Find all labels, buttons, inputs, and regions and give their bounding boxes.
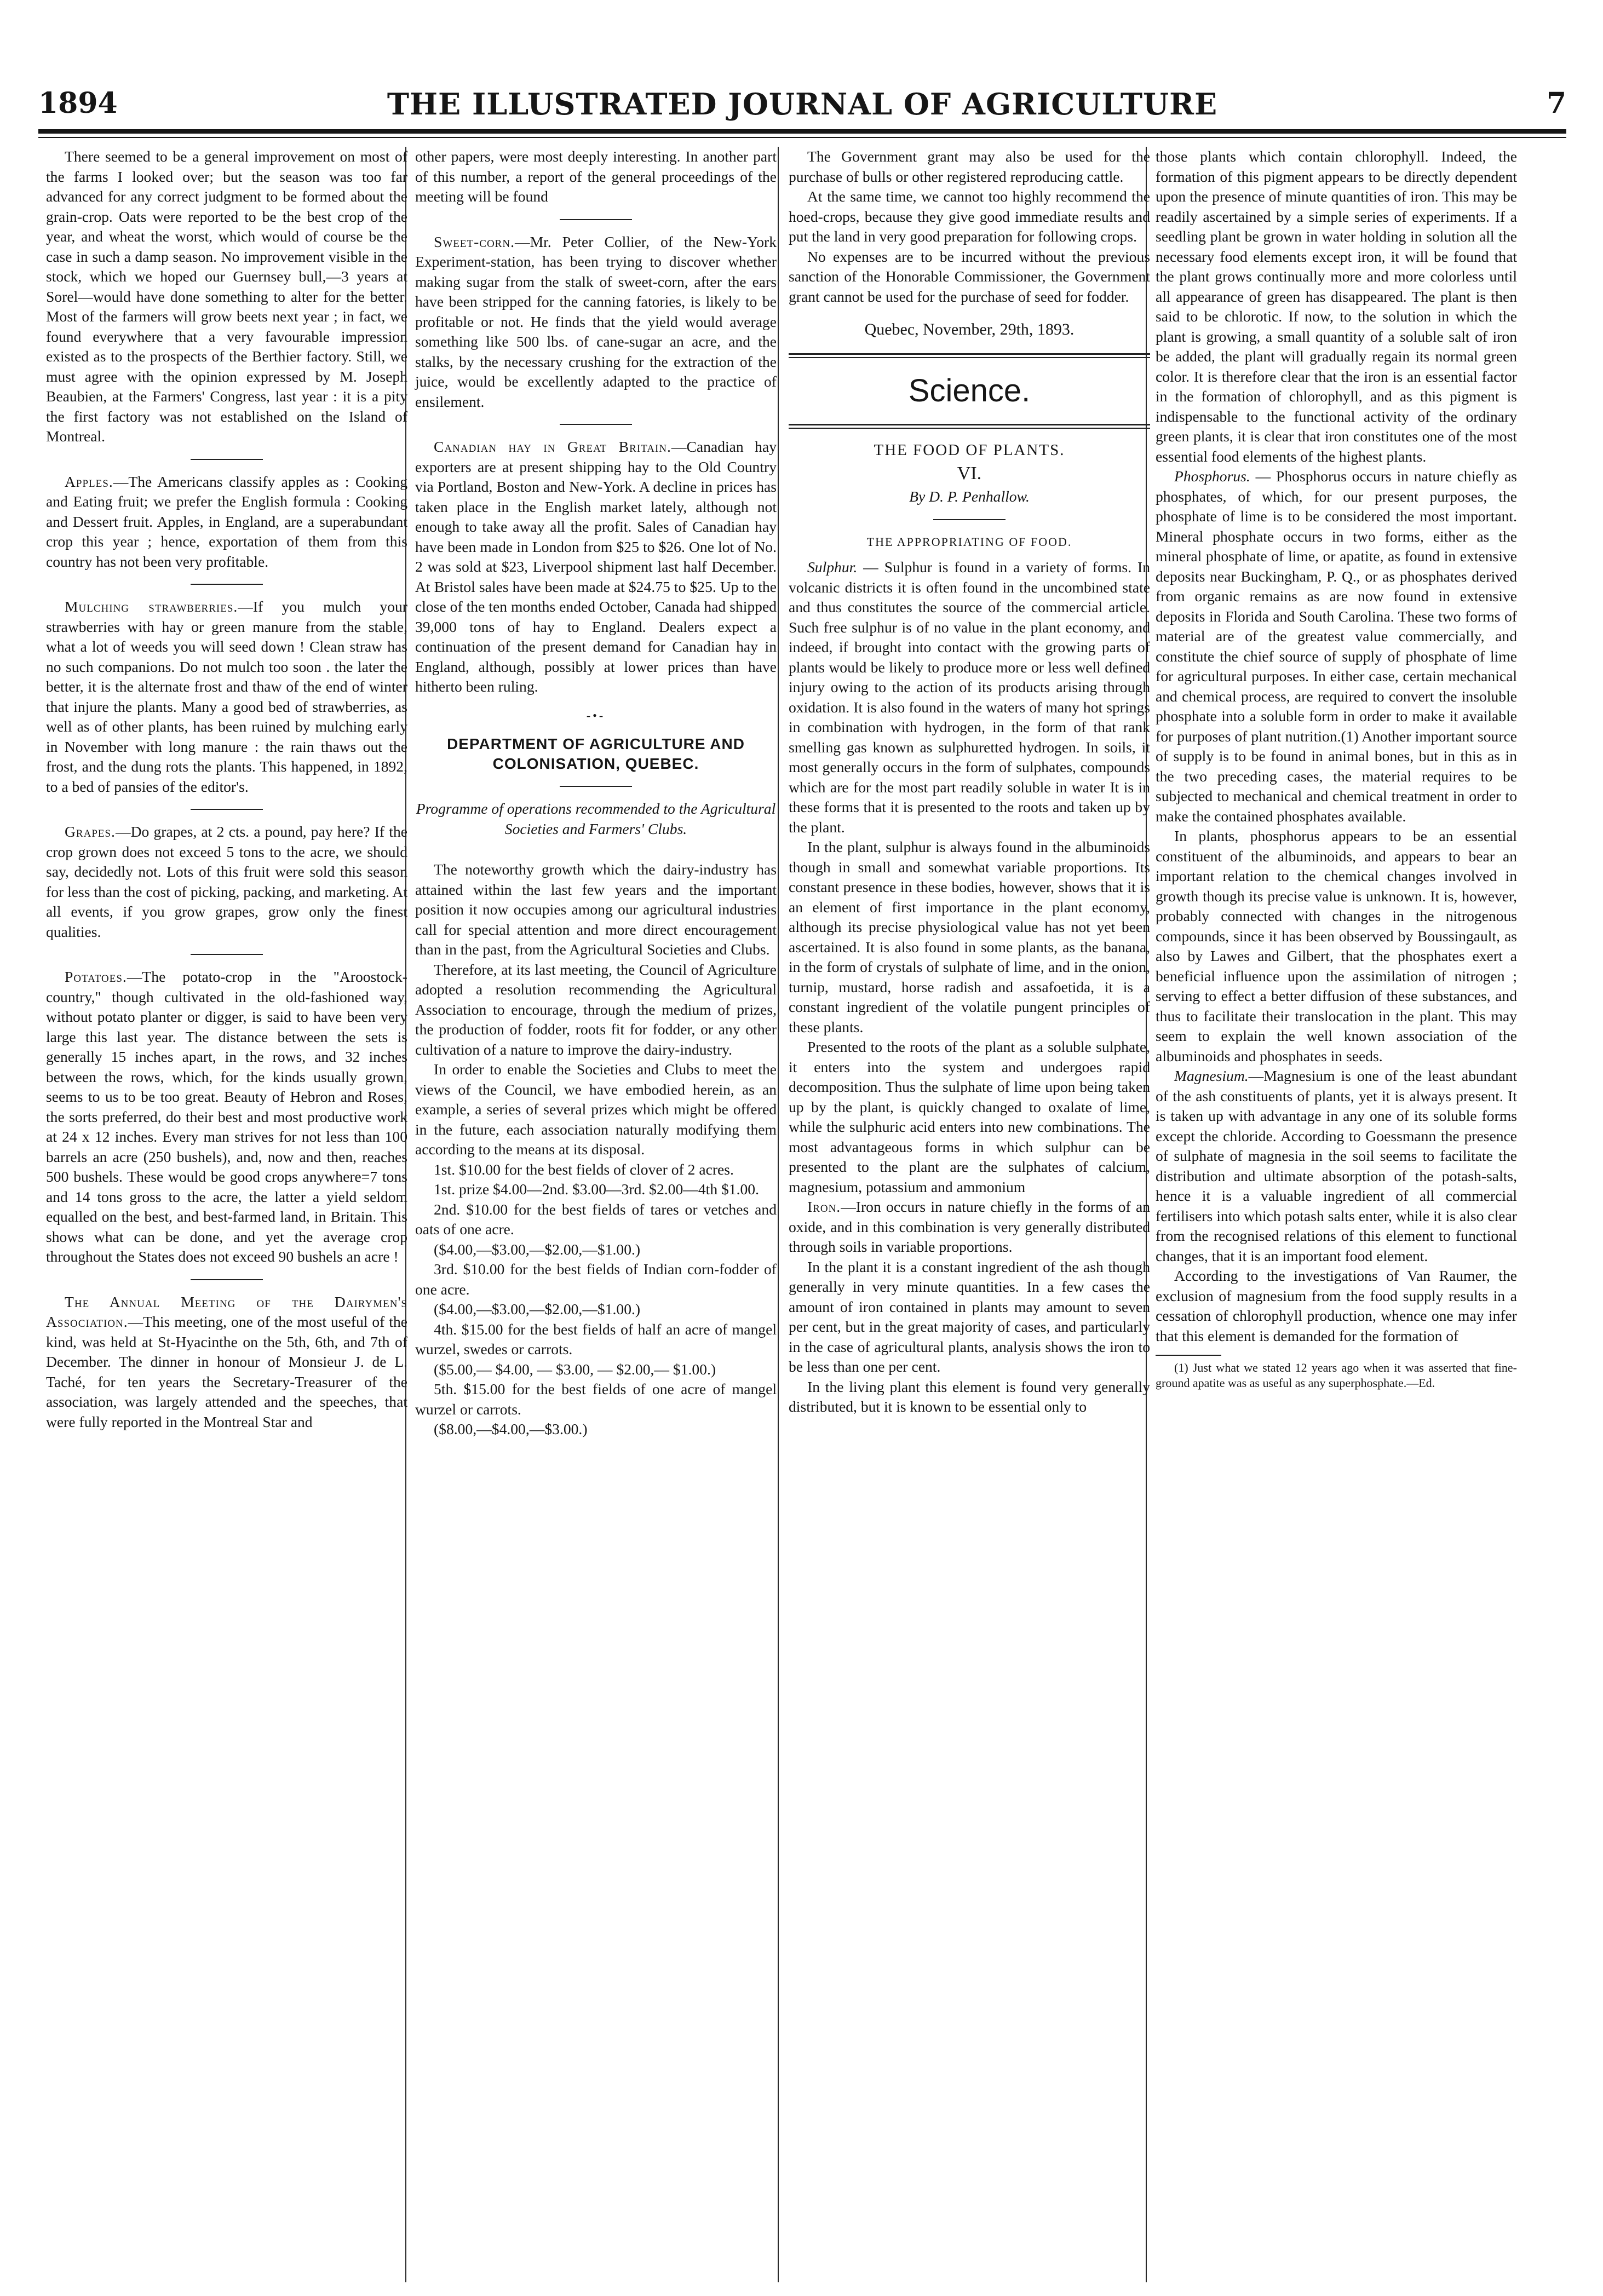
- section-rule: [789, 357, 1150, 358]
- header-year: 1894: [38, 87, 118, 120]
- page-header: [38, 87, 1566, 133]
- phosphorus-body: — Phosphorus occurs in nature chiefly as phosphates, of which, for our present purposes, the phosphate of lime is to be considered the most important. Mineral phosphate occurs in two forms, either as the mineral phosphate of lime, or apatite, as found in extensive deposits near Buckingham, P. Q., or as phosphates derived from organic remains as are now found in extensive deposits in Florida and South Carolina. These two forms of material are of the greatest value commercially, and constitute the chief source of supply of phosphate of lime for agricultural purposes. In either case, certain mechanical and chemical process, are required to convert the insoluble phosphate into a soluble form in order to make it available for purposes of plant nutrition.(1) Another important source of supply is to be found in animal bones, but in this as in the two preceding cases, the material requires to be subjected to mechanical and chemical treatment in order to make the contained phosphates available.: [1156, 468, 1517, 825]
- canadian-hay-body: —Canadian hay exporters are at present shipping hay to the Old Country via Portland, Boston and New-York. A decline in prices has taken place in the English market lately, although not enough to take away all the profit. Sales of Canadian hay have been made in London from $25 to $26. One lot of No. 2 was sold at $23, Liverpool shipment last half December. At Bristol sales have been made at $24.75 to $25. Up to the close of the ten months ended October, Canada had shipped 39,000 tons of hay to England. Dealers expect a continuation of the present demand for Canadian hay in England, although, possibly at lower prices than have hitherto been ruling.: [415, 438, 777, 695]
- article-sweet-corn: [415, 232, 777, 412]
- article-canadian-hay: [415, 437, 777, 697]
- article-magnesium: [1156, 1066, 1517, 1266]
- article-phosphorus: [1156, 467, 1517, 826]
- potatoes-heading: Potatoes.: [65, 968, 127, 985]
- appropriating-heading: THE APPROPRIATING OF FOOD.: [866, 534, 1072, 549]
- article-potatoes: [46, 967, 407, 1267]
- separator: [191, 584, 263, 585]
- paragraph-council: Therefore, at its last meeting, the Council of Agriculture adopted a resolution recommending the Agricultural Association to encourage, through the medium of prizes, the production of fodder, roots fit for fodder, or any other cultivation of a nature to improve the dairy-industry.: [415, 960, 777, 1058]
- canadian-hay-heading: Canadian hay in Great Britain.: [434, 438, 671, 455]
- part-numeral: VI.: [957, 463, 982, 484]
- grapes-body: —Do grapes, at 2 cts. a pound, pay here? If the crop grown does not exceed 5 tons to the acre, we should say, decidedly not. Lots of this fruit were sold this season for less than the cost of picking, packing, and marketing. At all events, if you grow grapes, grow only the finest qualities.: [46, 823, 407, 940]
- journal-title: THE ILLUSTRATED JOURNAL OF AGRICULTURE: [387, 87, 1218, 122]
- header-rule-thin: [38, 137, 1566, 138]
- paragraph-farms: There seemed to be a general improvement on most of the farms I looked over; but the season was too far advanced for any correct judgment to be formed about the grain-crop. Oats were reported to be the best crop of the year, and wheat the worst, which would of course be the case in such a damp season. No improvement visible in the stock, which we hoped our Guernsey bull,—3 years at Sorel—would have done something to alter for the better. Most of the farmers will grow beets next year ; in fact, we found everywhere that a very favourable impression existed as to the prospects of the Berthier factory. Still, we must agree with the opinion expressed by M. Joseph Beaubien, at the Farmers' Congress, last year : it is a pity the first factory was not established on the Island of Montreal.: [46, 148, 407, 445]
- prize-1: 1st. $10.00 for the best fields of clover of 2 acres.: [434, 1160, 734, 1178]
- prize-3: 3rd. $10.00 for the best fields of Indian corn-fodder of one acre.: [415, 1261, 777, 1298]
- paragraph-government-grant: The Government grant may also be used for the purchase of bulls or other registered reproducing cattle.: [789, 148, 1150, 185]
- paragraph-dairy-growth: The noteworthy growth which the dairy-industry has attained within the last few years and the important position it now occupies among our agricultural industries call for special attention and more direct encouragement than in the past, from the Agricultural Societies and Clubs.: [415, 861, 777, 958]
- separator: [191, 954, 263, 955]
- grapes-heading: Grapes.: [65, 823, 116, 840]
- separator: [191, 459, 263, 460]
- sulphur-body: — Sulphur is found in a variety of forms. In volcanic districts it is often found in the uncombined state and thus constitutes the source of the commercial article. Such free sulphur is of no value in the plant economy, and indeed, if brought into contact with the growing parts of plants would be likely to produce more or less well defined injury owing to the action of its products arising through oxidation. It is also found in the waters of many hot springs in combination with hydrogen, in the form of that rank smelling gas known as sulphuretted hydrogen. In soils, it most generally occurs in the form of sulphates, compounds which are for the most part readily soluble in water It is in these forms that it is presented to the roots and taken up by the plant.: [789, 559, 1150, 836]
- footnote-rule: [1156, 1355, 1221, 1356]
- separator: [560, 424, 632, 425]
- column-4: [1156, 147, 1517, 2282]
- prize-4-amounts: ($5.00,— $4.00, — $3.00, — $2.00,— $1.00.): [434, 1360, 716, 1378]
- prize-2: 2nd. $10.00 for the best fields of tares or vetches and oats of one acre.: [415, 1200, 777, 1238]
- sulphur-heading: Sulphur.: [807, 559, 858, 576]
- potatoes-body: —The potato-crop in the "Aroostock-country," though cultivated in the old-fashioned way, without potato planter or digger, is said to have been very large this last year. The distance between the sets is generally 15 inches apart, in the rows, and 32 inches between the rows, which, for the kinds usually grown, seems to us to be too great. Beauty of Hebron and Roses, the sorts preferred, do their best and most productive work at 24 x 12 inches. Every man strives for not less than 100 barrels an acre (250 bushels), and, now and then, reaches 500 bushels. These would be good crops anywhere=7 tons and 14 tons gross to the acre, the latter a yield seldom equalled on the best, and best-farmed land, in Britain. This shows what can be done, and yet the average crop throughout the States does not exceed 90 bushels an acre !: [46, 968, 407, 1265]
- prize-5: 5th. $15.00 for the best fields of one acre of mangel wurzel or carrots.: [415, 1380, 777, 1418]
- paragraph-van-raumer: According to the investigations of Van Raumer, the exclusion of magnesium from the food supply results in a cessation of chlorophyll production, whence one may infer that this element is demanded for the formation of: [1156, 1267, 1517, 1344]
- magnesium-heading: Magnesium.: [1174, 1067, 1249, 1084]
- ornament-divider: -•-: [586, 708, 606, 722]
- mulching-heading: Mulching strawberries.: [65, 598, 238, 615]
- apples-heading: Apples.: [65, 473, 113, 490]
- department-heading: DEPARTMENT OF AGRICULTURE AND COLONISATION, QUEBEC.: [447, 735, 745, 772]
- prize-1-amounts: 1st. prize $4.00—2nd. $3.00—3rd. $2.00—4th $1.00.: [434, 1181, 759, 1198]
- annual-meeting-heading: The Annual Meeting of the Dairymen's Association.: [46, 1293, 407, 1330]
- sweet-corn-body: —Mr. Peter Collier, of the New-York Experiment-station, has been trying to discover whether making sugar from the stalk of sweet-corn, after the ears have been stripped for the canning fatories, is likely to be profitable or not. He finds that the yield would average something like 500 lbs. of cane-sugar an acre, and the stalks, by the necessary crushing for the extraction of the juice, would be excellently adapted to the practice of ensilement.: [415, 233, 777, 410]
- article-iron: [789, 1197, 1150, 1257]
- section-rule: [789, 353, 1150, 355]
- paragraph-expenses: No expenses are to be incurred without the previous sanction of the Honorable Commissioner, the Government grant cannot be used for the purchase of seed for fodder.: [789, 248, 1150, 305]
- separator: [560, 219, 632, 220]
- article-apples: [46, 472, 407, 572]
- column-1: [46, 147, 407, 2282]
- magnesium-body: —Magnesium is one of the least abundant of the ash constituents of plants, yet it is always present. It is taken up with advantage in any one of its soluble forms except the chloride. According to Goessmann the presence of sulphate of magnesia in the soil seems to facilitate the distribution and ultimate absorption of the potash-salts, hence it is a valuable ingredient of all commercial fertilisers into which potash salts enter, while it is also clear from the recognised relations of this element to functional changes, that it is an important food element.: [1156, 1067, 1517, 1264]
- separator: [560, 786, 632, 787]
- article-sulphur: [789, 557, 1150, 837]
- section-rule: [789, 428, 1150, 429]
- article-annual-meeting: [46, 1292, 407, 1432]
- prize-2-amounts: ($4.00,—$3.00,—$2.00,—$1.00.): [434, 1240, 641, 1258]
- article-grapes: [46, 822, 407, 942]
- food-of-plants-heading: THE FOOD OF PLANTS.: [874, 441, 1065, 459]
- apples-body: —The Americans classify apples as : Cooking and Eating fruit; we prefer the English formula : Cooking and Dessert fruit. Apples, in England, are a superabundant crop this year ; hence, exportation of them from this country has not been very profitable.: [46, 473, 407, 570]
- byline: By D. P. Penhallow.: [909, 488, 1030, 505]
- prize-5-amounts: ($8.00,—$4.00,—$3.00.): [434, 1420, 588, 1437]
- paragraph-sulphur-plant: In the plant, sulphur is always found in the albuminoids though in small and somewhat variable proportions. Its constant presence in these bodies, however, shows that it is an element of first importance in the plant economy, although its precise physiological value has not yet been ascertained. It is also found in some plants, as the banana, in the form of crystals of sulphate of lime, and in the onion, turnip, mustard, horse radish and assafoetida, it is a constant ingredient of the volatile pungent principles of these plants.: [789, 838, 1150, 1035]
- article-mulching: [46, 597, 407, 797]
- separator: [933, 519, 1006, 520]
- paragraph-chlorophyll: those plants which contain chlorophyll. Indeed, the formation of this pigment appears to be directly dependent upon the presence of minute quantities of iron. This may be readily ascertained by a simple series of experiments. If a seedling plant be grown in water holding in solution all the necessary food elements except iron, it will be found that the plant grows continually more and more colorless until all appearance of green has disappeared. The plant is then said to be chlorotic. If now, to the solution in which the plant is growing, a small quantity of a soluble salt of iron be added, the plant will gradually regain its normal green color. It is therefore clear that the iron is an essential factor in the formation of chlorophyll, and as this pigment is indispensable to the functional activity of the ordinary green plants, it is clear that iron constitutes one of the most essential food elements of the highest plants.: [1156, 148, 1517, 465]
- phosphorus-heading: Phosphorus.: [1174, 468, 1250, 485]
- programme-subtitle: Programme of operations recommended to the Agricultural Societies and Farmers' Clubs.: [416, 800, 776, 837]
- column-2: [415, 147, 777, 2282]
- paragraph-hoed-crops: At the same time, we cannot too highly recommend the hoed-crops, because they give good immediate results and put the land in very good preparation for following crops.: [789, 188, 1150, 245]
- separator: [191, 1279, 263, 1280]
- column-3: [789, 147, 1150, 2282]
- iron-body: —Iron occurs in nature chiefly in the forms of an oxide, and in this combination is very generally distributed through soils in variable proportions.: [789, 1198, 1150, 1255]
- footnote: (1) Just what we stated 12 years ago when it was asserted that fine-ground apatite was as useful as any superphosphate.—Ed.: [1156, 1361, 1517, 1390]
- paragraph-societies: In order to enable the Societies and Clubs to meet the views of the Council, we have embodied herein, as an example, a series of several prizes which might be offered in the future, each association naturally modifying them according to the means at its disposal.: [415, 1061, 777, 1158]
- separator: [191, 809, 263, 810]
- sweet-corn-heading: Sweet-corn.: [434, 233, 515, 250]
- section-rule: [789, 424, 1150, 425]
- paragraph-other-papers: other papers, were most deeply interesting. In another part of this number, a report of the general proceedings of the meeting will be found: [415, 148, 777, 205]
- paragraph-iron-plant: In the plant it is a constant ingredient of the ash though generally in very minute quantities. In a few cases the amount of iron contained in plants may amount to seven per cent, but in the great majority of cases, and particularly in the case of agricultural plants, analysis shows the iron to be less than one per cent.: [789, 1258, 1150, 1375]
- paragraph-phosphorus-plants: In plants, phosphorus appears to be an essential constituent of the albuminoids, and appears to bear an important relation to the chemical changes involved in growth though its precise value is unknown. It is, however, probably connected with changes in the nitrogenous compounds, since it has been observed by Boussingault, as also by Lawes and Gilbert, that the phosphates exert a beneficial influence upon the assimilation of nitrogen ; serving to effect a better diffusion of these substances, and thus to facilitate their translocation in the plant. This may seem to explain the well known association of the albuminoids and phosphates in seeds.: [1156, 827, 1517, 1064]
- iron-heading: Iron.: [807, 1198, 841, 1215]
- annual-meeting-body: —This meeting, one of the most useful of the kind, was held at St-Hyacinthe on the 5th, 6th, and 7th of December. The dinner in honour of Monsieur J. de L. Taché, for ten years the Secretary-Treasurer of the association, was largely attended and the speeches, that were fully reported in the Montreal Star and: [46, 1313, 407, 1430]
- page-number: 7: [1546, 87, 1566, 120]
- science-heading: Science.: [908, 372, 1031, 408]
- paragraph-iron-living: In the living plant this element is found very generally distributed, but it is known to be essential only to: [789, 1378, 1150, 1415]
- prize-3-amounts: ($4.00,—$3.00,—$2.00,—$1.00.): [434, 1301, 641, 1317]
- column-divider-2: [778, 147, 779, 2282]
- dateline: Quebec, November, 29th, 1893.: [864, 320, 1075, 338]
- header-rule-thick: [38, 129, 1566, 134]
- mulching-body: —If you mulch your strawberries with hay or green manure from the stable, what a lot of weeds you will seed down ! Clean straw has no such companions. Do not mulch too soon . the later the better, it is the alternate frost and thaw of the end of winter that injure the plants. Many a good bed of strawberries, as well as of other plants, has been ruined by mulching early in November with long manure : the rain thaws out the frost, and the dung rots the plants. This happened, in 1892, to a bed of pansies of the editor's.: [46, 598, 407, 795]
- prize-4: 4th. $15.00 for the best fields of half an acre of mangel wurzel, swedes or carrots.: [415, 1320, 777, 1357]
- paragraph-sulphur-roots: Presented to the roots of the plant as a soluble sulphate, it enters into the system and undergoes rapid decomposition. Thus the sulphate of lime upon being taken up by the plant, is quickly changed to oxalate of lime, while the sulphuric acid enters into new combinations. The most advantageous forms in which sulphur can be presented to the plant are the sulphates of calcium, magnesium, potassium and ammonium: [789, 1038, 1150, 1195]
